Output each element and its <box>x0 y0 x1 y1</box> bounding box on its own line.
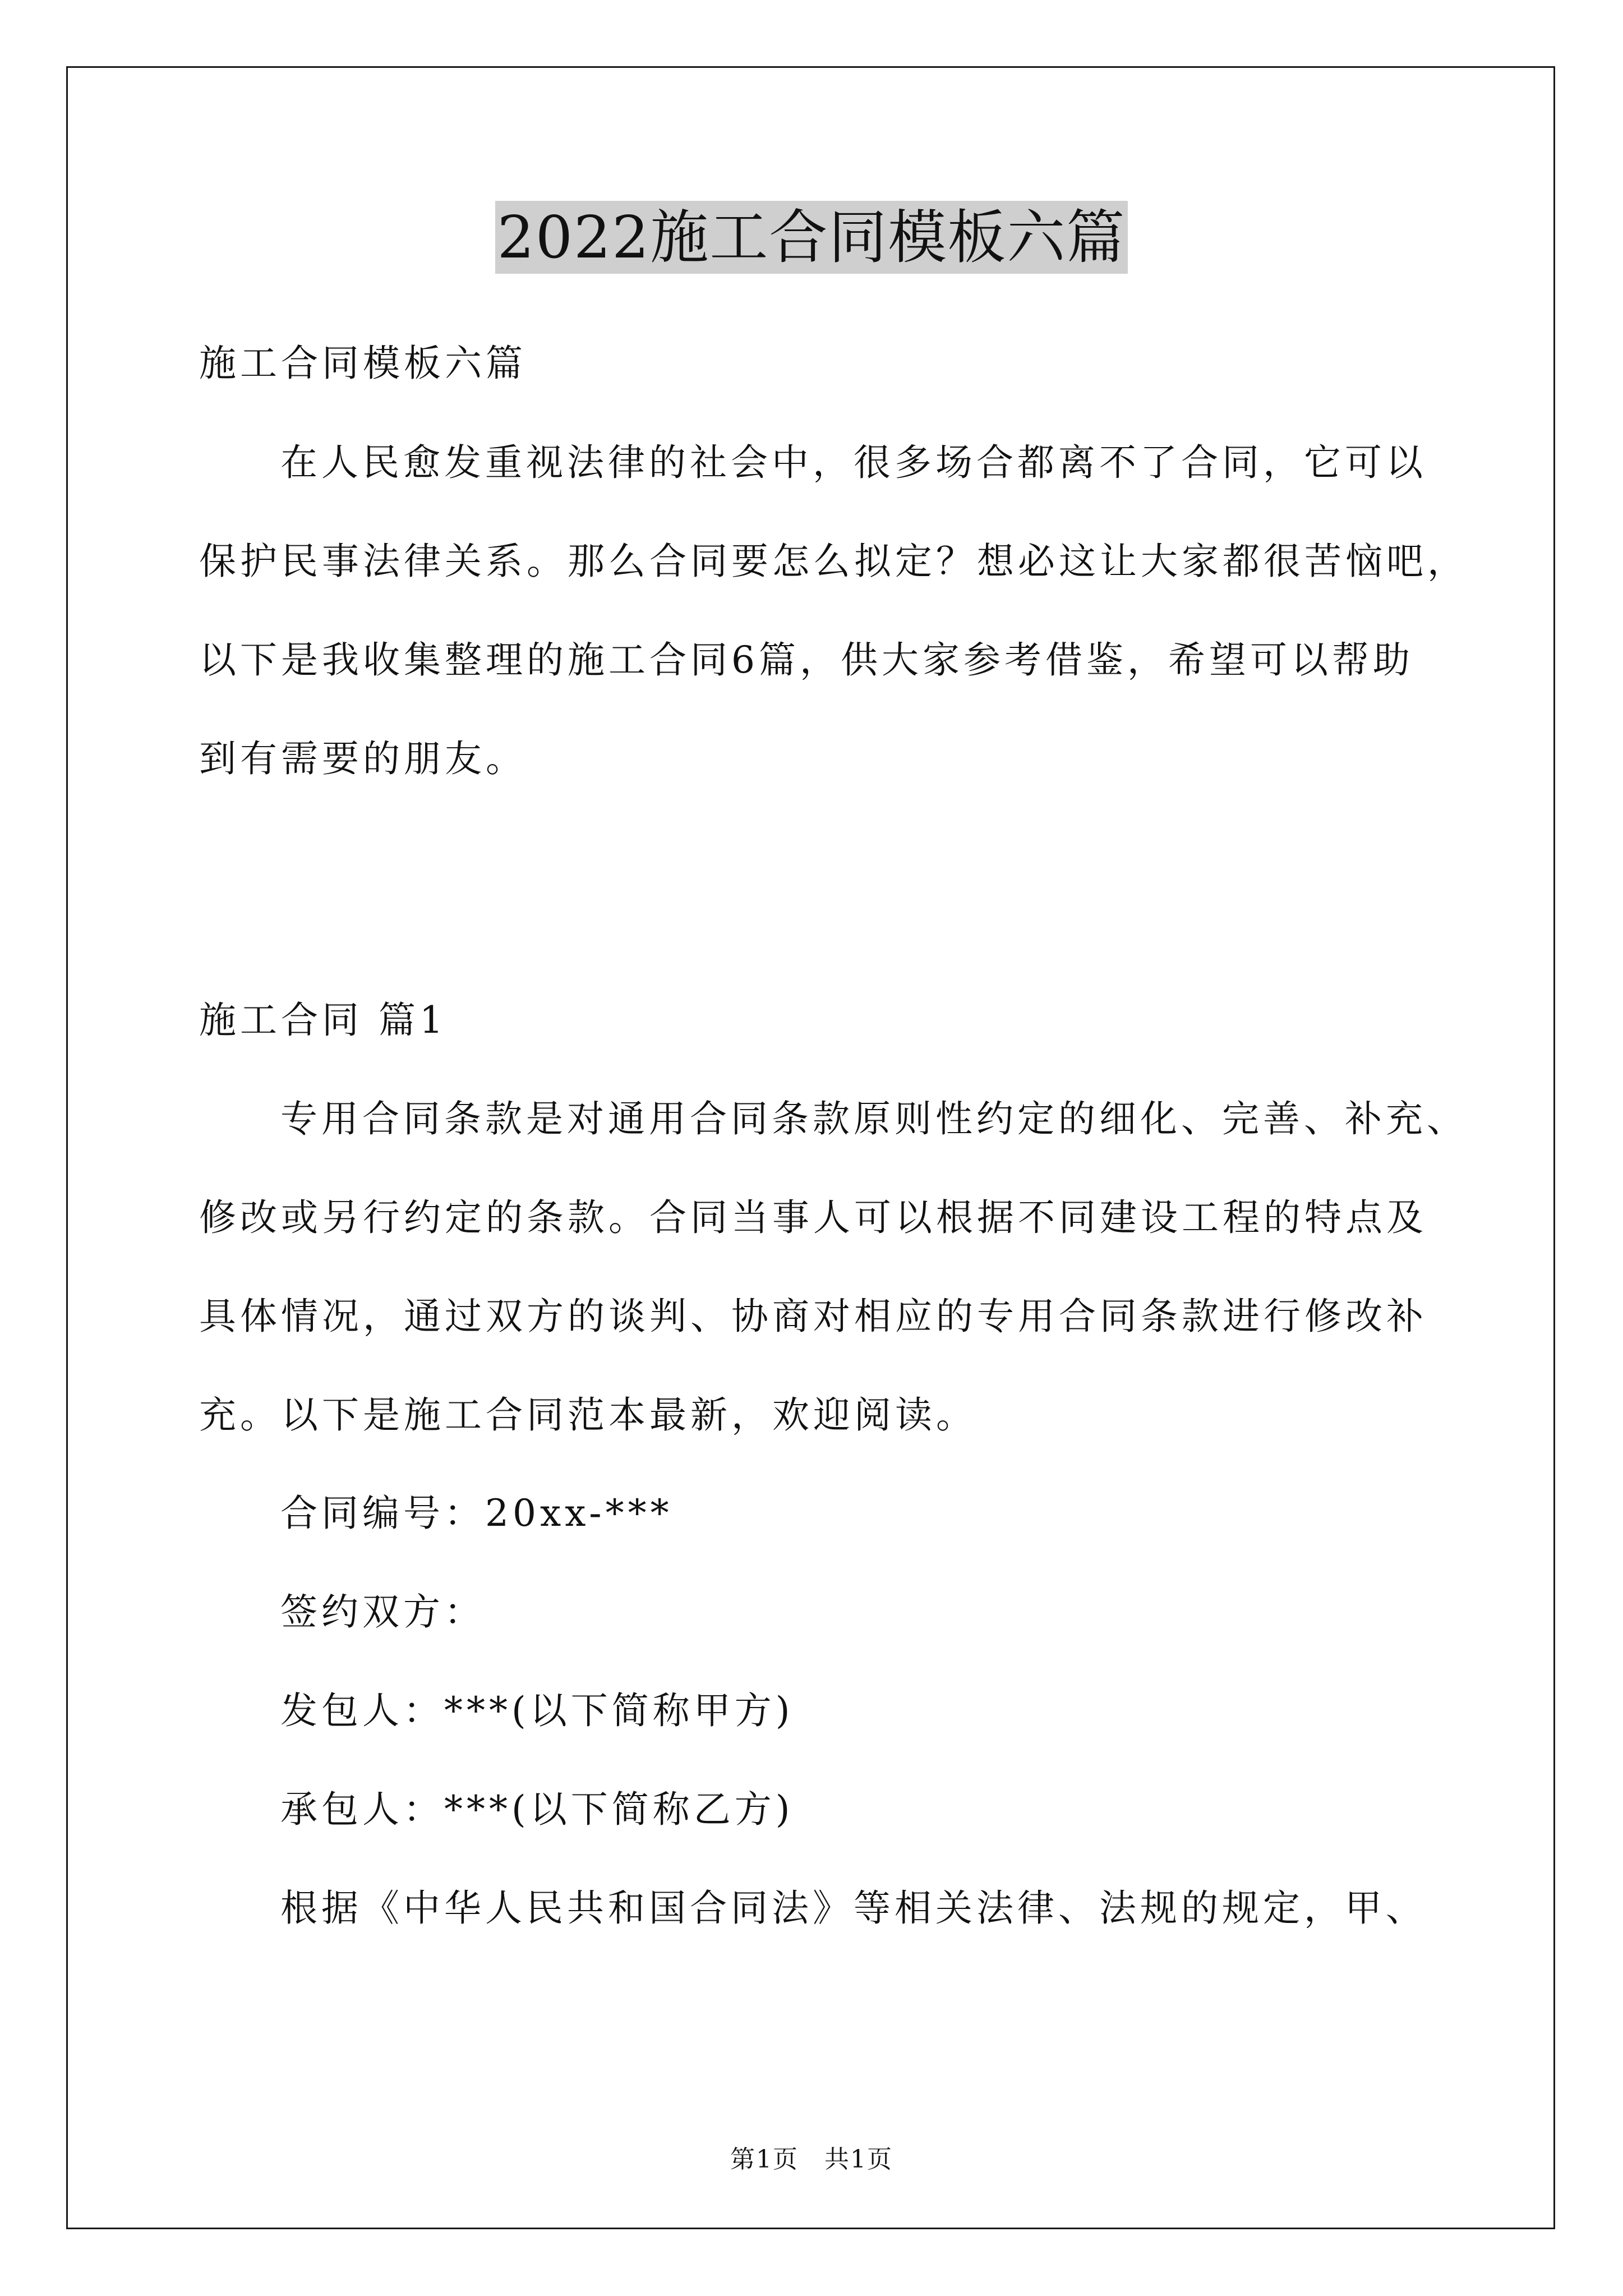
paragraph-line: 专用合同条款是对通用合同条款原则性约定的细化、完善、补充、 <box>280 1097 1468 1140</box>
paragraph-line: 充。以下是施工合同范本最新，欢迎阅读。 <box>199 1393 977 1437</box>
parties-heading-line: 签约双方： <box>280 1590 485 1634</box>
party-b-line: 承包人：***(以下简称乙方) <box>280 1788 794 1831</box>
paragraph-line: 保护民事法律关系。那么合同要怎么拟定？想必这让大家都很苦恼吧， <box>199 540 1468 583</box>
contract-number-line: 合同编号：20xx-*** <box>280 1492 673 1535</box>
paragraph-line: 修改或另行约定的条款。合同当事人可以根据不同建设工程的特点及 <box>199 1196 1427 1239</box>
party-a-line: 发包人：***(以下简称甲方) <box>280 1689 794 1732</box>
paragraph-line: 在人民愈发重视法律的社会中，很多场合都离不了合同，它可以 <box>280 441 1427 484</box>
paragraph-line: 根据《中华人民共和国合同法》等相关法律、法规的规定，甲、 <box>280 1887 1427 1930</box>
subtitle-line: 施工合同模板六篇 <box>199 342 527 385</box>
section-heading: 施工合同 篇1 <box>199 999 447 1042</box>
paragraph-line: 具体情况，通过双方的谈判、协商对相应的专用合同条款进行修改补 <box>199 1295 1427 1338</box>
paragraph-line: 以下是我收集整理的施工合同6篇，供大家参考借鉴，希望可以帮助 <box>199 638 1414 682</box>
document-title-text: 2022施工合同模板六篇 <box>495 201 1128 274</box>
page-number: 第1页 共1页 <box>730 2145 893 2174</box>
document-title <box>0 201 1623 274</box>
paragraph-line: 到有需要的朋友。 <box>199 737 527 780</box>
page-footer <box>0 2143 1623 2177</box>
